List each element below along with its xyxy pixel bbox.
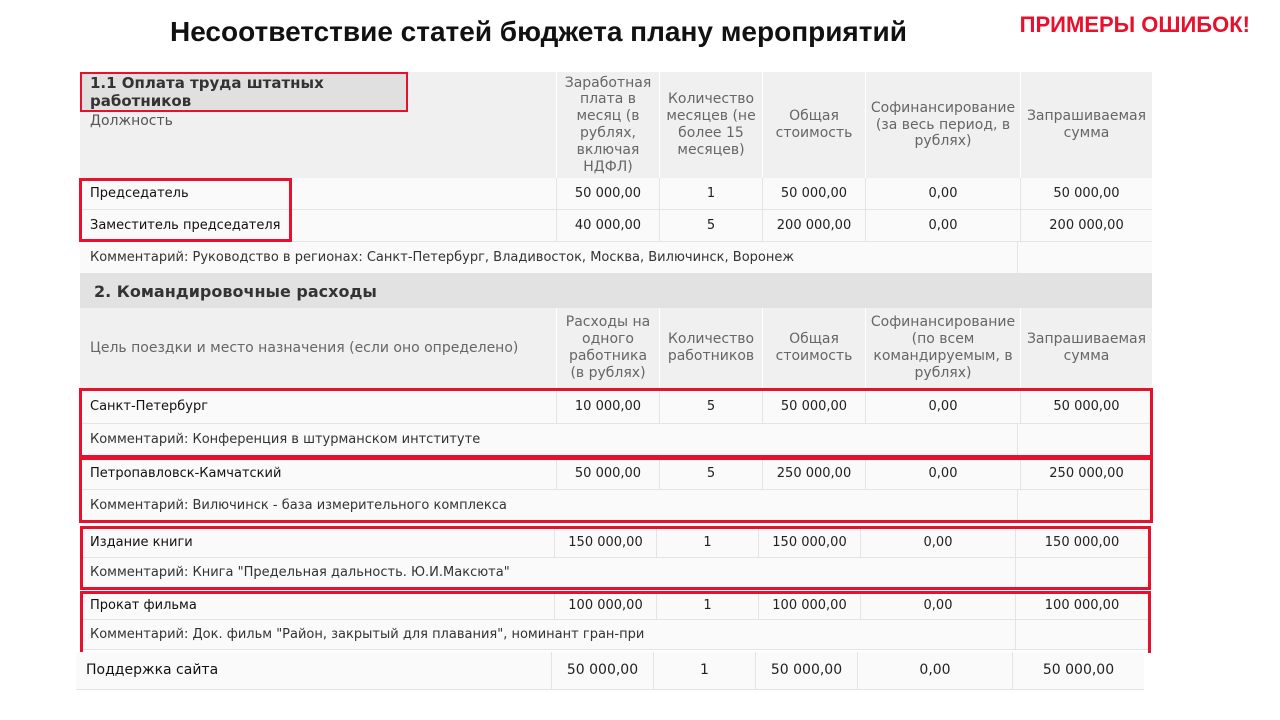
s2-col-per-worker: Расходы на одного работника (в рублях): [557, 308, 660, 388]
s2-col-requested: Запрашиваемая сумма: [1026, 331, 1147, 364]
table-row: Санкт-Петербург 10 000,00 5 50 000,00 0,00 50 000,00: [80, 390, 1152, 424]
s2-col-total: Общая стоимость: [763, 308, 866, 388]
comment-text: Комментарий: Док. фильм "Район, закрытый для плавания", номинант гран-при: [80, 620, 1016, 649]
table-row: Заместитель председателя 40 000,00 5 200 000,00 0,00 200 000,00: [80, 210, 1152, 242]
s1-col-salary: Заработная плата в месяц (в рублях, включая НДФЛ): [557, 72, 660, 178]
s1-col-requested: Запрашиваемая сумма: [1026, 108, 1147, 141]
s1-col-months: Количество месяцев (не более 15 месяцев): [660, 72, 763, 178]
comment-row: [80, 424, 1152, 456]
row-name: Заместитель председателя: [80, 210, 557, 241]
table-row: Петропавловск-Камчатский 50 000,00 5 250 000,00 0,00 250 000,00: [80, 458, 1152, 490]
comment-row: [80, 490, 1152, 522]
row-name: Санкт-Петербург: [80, 390, 557, 423]
s1-col-total: Общая стоимость: [763, 72, 866, 178]
comment-row: [80, 242, 1152, 274]
s2-col-purpose: Цель поездки и место назначения (если оно определено): [80, 308, 557, 388]
row-name: Поддержка сайта: [76, 652, 552, 689]
table-row: Председатель 50 000,00 1 50 000,00 0,00 50 000,00: [80, 178, 1152, 210]
comment-text: Комментарий: Вилючинск - база измерительного комплекса: [80, 490, 1018, 521]
comment-row: [80, 620, 1148, 650]
comment-text: Комментарий: Конференция в штурманском интституте: [80, 424, 1018, 455]
slide-title: Несоответствие статей бюджета плану мероприятий: [170, 16, 907, 47]
row-name: Прокат фильма: [80, 592, 555, 619]
s1-col-position: Должность: [90, 113, 173, 129]
comment-text: Комментарий: Книга "Предельная дальность. Ю.И.Максюта": [80, 558, 1016, 587]
row-name: Петропавловск-Камчатский: [80, 458, 557, 489]
comment-row: [80, 558, 1148, 588]
row-name: Председатель: [80, 178, 557, 209]
slide-badge: ПРИМЕРЫ ОШИБОК!: [1019, 12, 1250, 37]
s1-col-cofinance: Софинансирование (за весь период, в рублях): [866, 72, 1021, 178]
s2-col-cofinance: Софинансирование (по всем командируемым, в рублях): [866, 308, 1021, 388]
table-row: Прокат фильма 100 000,00 1 100 000,00 0,00 100 000,00: [80, 592, 1148, 620]
table-row: Поддержка сайта 50 000,00 1 50 000,00 0,00 50 000,00: [76, 652, 1144, 690]
section1-title: 1.1 Оплата труда штатных работников: [80, 72, 408, 112]
table-row: Издание книги 150 000,00 1 150 000,00 0,00 150 000,00: [80, 528, 1148, 558]
section2-header: [80, 308, 1152, 388]
s2-col-workers: Количество работников: [660, 308, 763, 388]
section2-title: 2. Командировочные расходы: [80, 274, 1152, 308]
comment-text: Комментарий: Руководство в регионах: Санкт-Петербург, Владивосток, Москва, Вилючинск, Воронеж: [80, 242, 1018, 273]
row-name: Издание книги: [80, 528, 555, 557]
